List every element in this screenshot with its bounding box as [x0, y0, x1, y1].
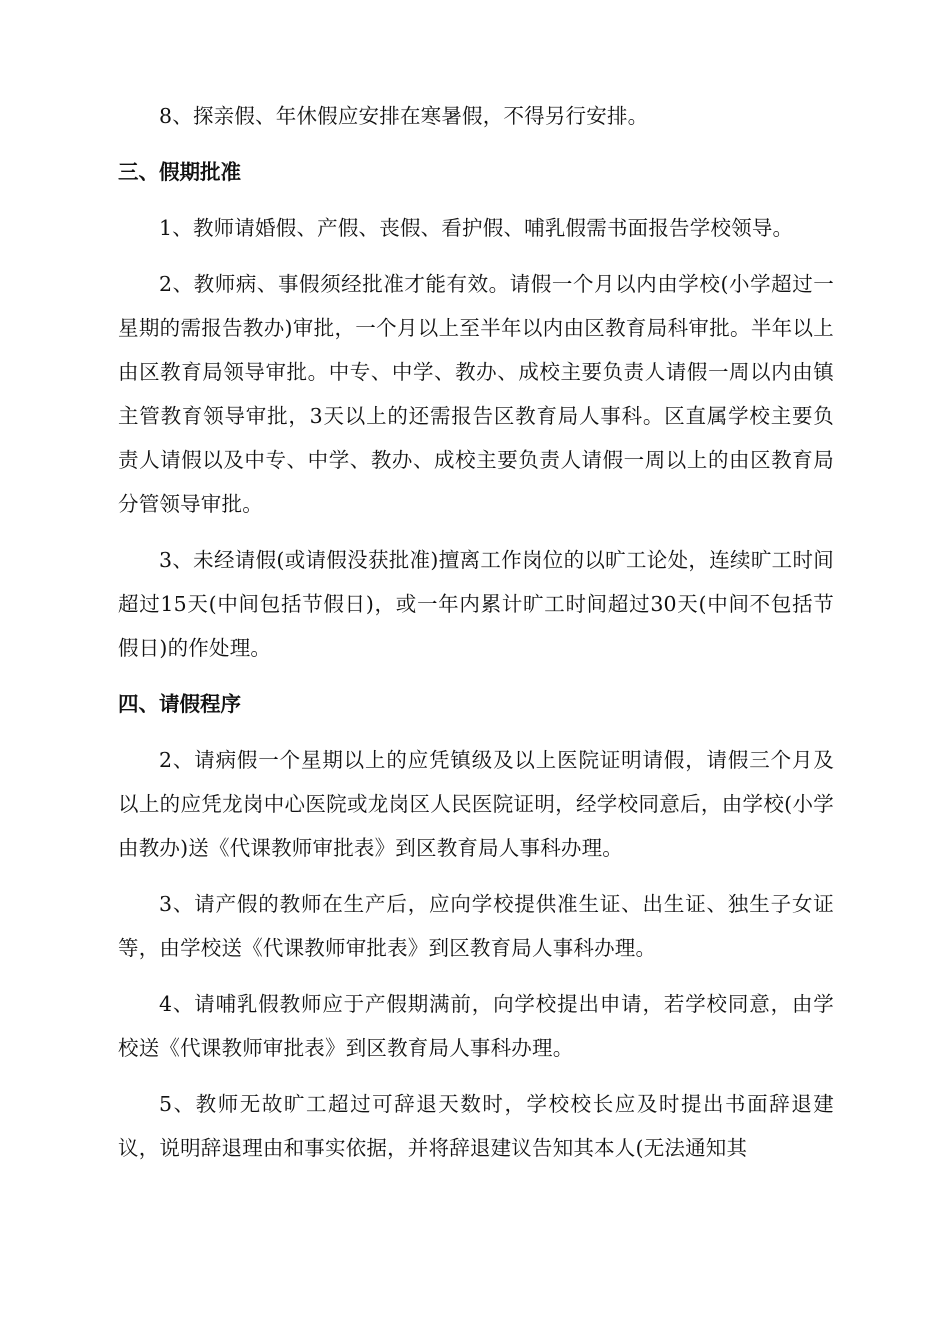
document-page [118, 94, 834, 1182]
paragraph-8: 8、探亲假、年休假应安排在寒暑假，不得另行安排。 [159, 104, 649, 128]
paragraph-procedure-2: 2、请病假一个星期以上的应凭镇级及以上医院证明请假，请假三个月及以上的应凭龙岗中心医院或龙岗区人民医院证明，经学校同意后，由学校(小学由教办)送《代课教师审批表》到区教育局人事科办理。 [118, 748, 834, 860]
paragraph-approval-3: 3、未经请假(或请假没获批准)擅离工作岗位的以旷工论处，连续旷工时间超过15天(中间包括节假日)，或一年内累计旷工时间超过30天(中间不包括节假日)的作处理。 [118, 548, 834, 660]
paragraph-approval-2: 2、教师病、事假须经批准才能有效。请假一个月以内由学校(小学超过一星期的需报告教办)审批，一个月以上至半年以内由区教育局科审批。半年以上由区教育局领导审批。中专、中学、教办、成校主要负责人请假一周以内由镇主管教育领导审批，3天以上的还需报告区教育局人事科。区直属学校主要负责人请假以及中专、中学、教办、成校主要负责人请假一周以上的由区教育局分管领导审批。 [118, 272, 834, 516]
paragraph-procedure-3: 3、请产假的教师在生产后，应向学校提供准生证、出生证、独生子女证等，由学校送《代课教师审批表》到区教育局人事科办理。 [118, 892, 834, 960]
paragraph-procedure-5: 5、教师无故旷工超过可辞退天数时，学校校长应及时提出书面辞退建议，说明辞退理由和事实依据，并将辞退建议告知其本人(无法通知其 [118, 1092, 834, 1160]
section-heading-3: 三、假期批准 [118, 160, 241, 184]
section-heading-4: 四、请假程序 [118, 692, 241, 716]
paragraph-procedure-4: 4、请哺乳假教师应于产假期满前，向学校提出申请，若学校同意，由学校送《代课教师审批表》到区教育局人事科办理。 [118, 992, 834, 1060]
paragraph-approval-1: 1、教师请婚假、产假、丧假、看护假、哺乳假需书面报告学校领导。 [159, 216, 794, 240]
